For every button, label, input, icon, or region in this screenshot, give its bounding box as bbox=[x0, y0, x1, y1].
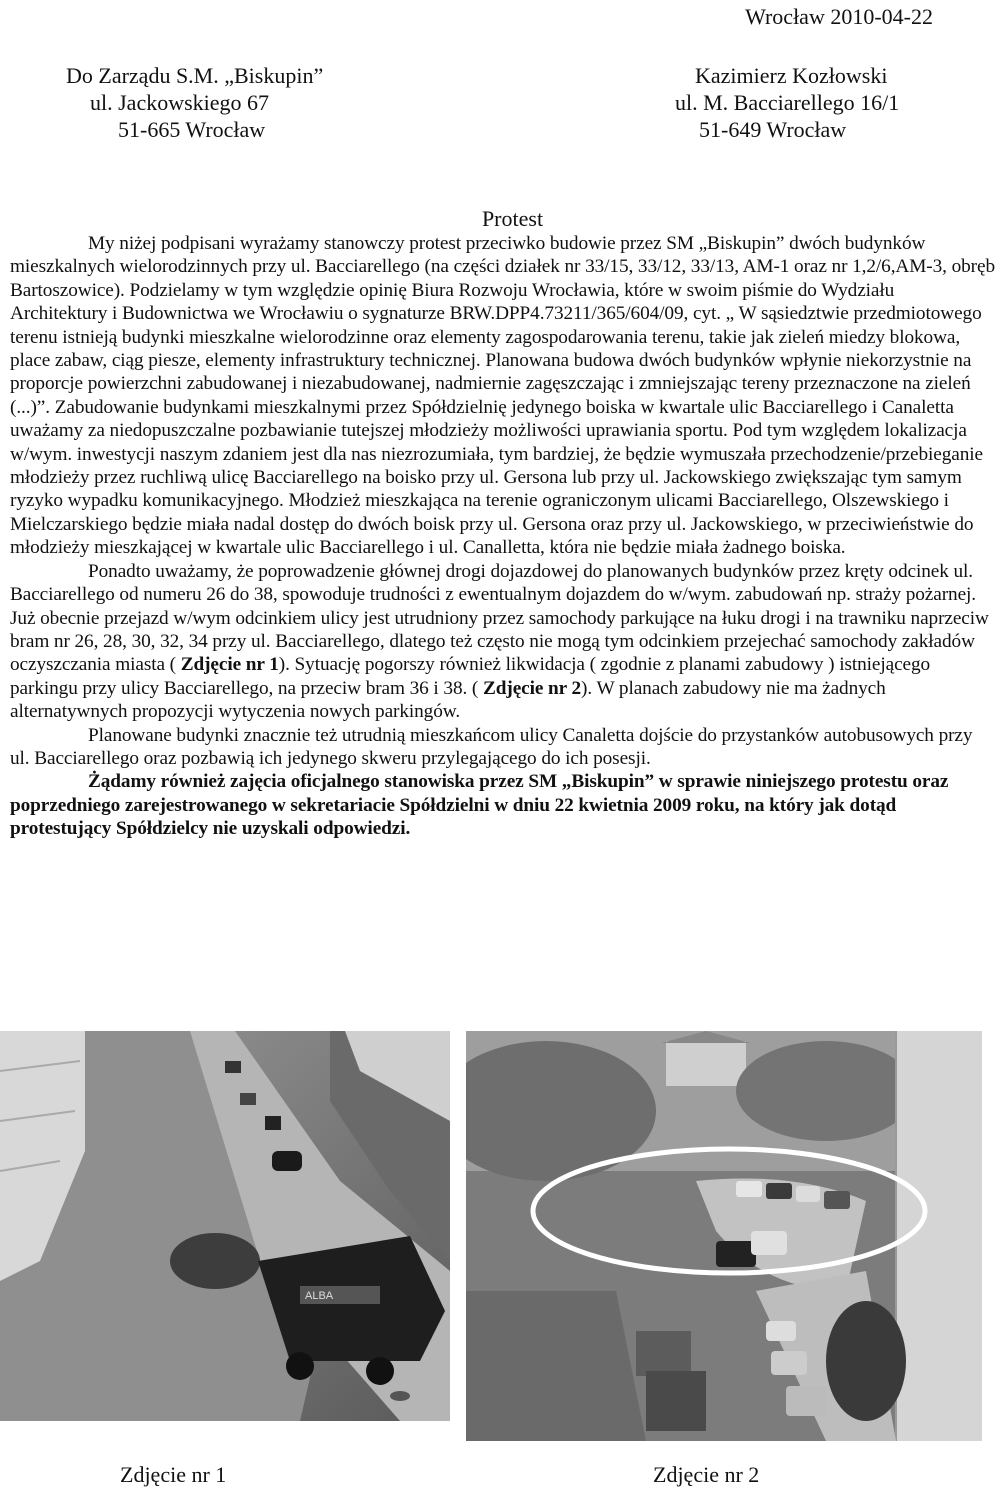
photo-1-image bbox=[0, 1031, 450, 1421]
photo-2-caption: Zdjęcie nr 2 bbox=[653, 1462, 760, 1487]
photo-1 bbox=[0, 1031, 450, 1421]
photo-1-reference: Zdjęcie nr 1 bbox=[180, 654, 279, 676]
truck-lettering: ALBA bbox=[305, 1290, 334, 1302]
recipient-line-3: 51-665 Wrocław bbox=[118, 117, 266, 142]
paragraph-2-text-b: ). Sytuację pogorszy również likwidacja ( zgodnie z planami zabudowy ) istniejącego parkingu przy ulicy Bacciarellego, na przeciw bram 36 i 38. ( bbox=[10, 654, 931, 699]
sender-line-2: ul. M. Bacciarellego 16/1 bbox=[675, 90, 900, 115]
paragraph-2-text-a: Ponadto uważamy, że poprowadzenie głównej drogi dojazdowej do planowanych budynków przez kręty odcinek ul. Bacciarellego od numeru 26 do 38, spowoduje trudności z ewentualnym dojazdem do w/wym. zabudowań np. straży pożarnej. Już obecnie przejazd w/wym odcinkiem ulicy jest utrudniony przez samochody parkujące na łuku drogi i na trawniku naprzeciw bram nr 26, 28, 30, 32, 34 przy ul. Bacciarellego, dlatego też często nie mogą tym odcinkiem przejechać samochody zakładów oczyszczania miasta ( bbox=[10, 560, 989, 676]
paragraph-1: My niżej podpisani wyrażamy stanowczy protest przeciwko budowie przez SM „Biskupin” dwóch budynków mieszkalnych wielorodzinnych przy ul. Bacciarellego (na części działek nr 33/15, 33/12, 33/13, AM-1 oraz nr 1,2/6,AM-3, obręb Bartoszowice). Podzielamy w tym względzie opinię Biura Rozwoju Wrocławia, które w swoim piśmie do Wydziału Architektury i Budownictwa we Wrocławiu o sygnaturze BRW.DPP4.73211/365/604/09, cyt. „ W sąsiedztwie przedmiotowego terenu istnieją budynki mieszkalne wielorodzinne oraz elementy zagospodarowania terenu, takie jak zieleń miedzy blokowa, place zabaw, ciąg piesze, elementy infrastruktury technicznej. Planowana budowa dwóch budynków wpłynie niekorzystnie na proporcje powierzchni zabudowanej i niezabudowanej, nadmiernie zagęszczając i zmniejszając tereny przeznaczone na zieleń (...)”. Zabudowanie budynkami mieszkalnymi przez Spółdzielnię jedynego boiska w kwartale ulic Bacciarellego i Canaletta uważamy za niedopuszczalne pozbawianie tutejszej młodzieży możliwości uprawiania sportu. Pod tym względem lokalizacja w/wym. inwestycji naszym zdaniem jest dla nas niezrozumiała, tym bardziej, że będzie wymuszała przechodzenie/przebieganie młodzieży przez ruchliwą ulicę Bacciarellego na boisko przy ul. Gersona lub przy ul. Jackowskiego zwiększając tym samym ryzyko wypadku komunikacyjnego. Młodzież mieszkająca na terenie ograniczonym ulicami Bacciarellego, Olszewskiego i Mielczarskiego będzie miała nadal dostęp do dwóch boisk przy ul. Gersona oraz przy ul. Jackowskiego, w przeciwieństwie do młodzieży mieszkającej w kwartale ulic Bacciarellego i ul. Canalletta, która nie będzie miała żadnego boiska. bbox=[10, 233, 995, 559]
letter-body bbox=[10, 232, 995, 841]
sender-line-3: 51-649 Wrocław bbox=[699, 117, 847, 142]
recipient-line-2: ul. Jackowskiego 67 bbox=[90, 90, 270, 115]
paragraph-2-text-c: ). W planach zabudowy nie ma żadnych alternatywnych propozycji wytyczenia nowych parkingów. bbox=[10, 677, 886, 723]
recipient-address bbox=[66, 62, 323, 143]
recipient-line-1: Do Zarządu S.M. „Biskupin” bbox=[66, 63, 324, 88]
photo-2-reference: Zdjęcie nr 2 bbox=[482, 677, 582, 699]
photo-2-image bbox=[466, 1031, 982, 1441]
photo-2 bbox=[466, 1031, 982, 1441]
paragraph-demand: Żądamy również zajęcia oficjalnego stanowiska przez SM „Biskupin” w sprawie niniejszego protestu oraz poprzedniego zarejestrowanego w sekretariacie Spółdzielni w dniu 22 kwietnia 2009 roku, na który jak dotąd protestujący Spółdzielcy nie uzyskali odpowiedzi. bbox=[10, 771, 949, 840]
letter-date: Wrocław 2010-04-22 bbox=[745, 4, 933, 29]
paragraph-2 bbox=[10, 560, 995, 724]
document-title: Protest bbox=[481, 206, 544, 231]
sender-address bbox=[675, 62, 899, 143]
sender-line-1: Kazimierz Kozłowski bbox=[695, 63, 888, 88]
photo-1-caption: Zdjęcie nr 1 bbox=[120, 1462, 227, 1487]
paragraph-3: Planowane budynki znacznie też utrudnią mieszkańcom ulicy Canaletta dojście do przystanków autobusowych przy ul. Bacciarellego oraz pozbawią ich jedynego skweru przylegającego do ich posesji. bbox=[10, 724, 973, 769]
